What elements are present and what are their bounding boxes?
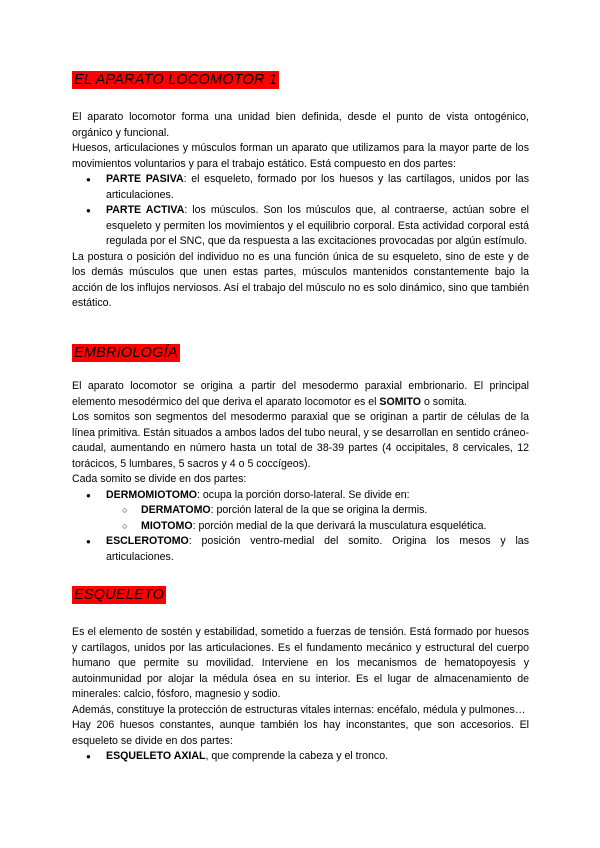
paragraph: Además, constituye la protección de estructuras vitales internas: encéfalo, médula y pulmones… <box>72 703 526 716</box>
bullet-list <box>72 749 529 765</box>
paragraph: Huesos, articulaciones y músculos forman un aparato que utilizamos para la mayor parte de los movimientos voluntarios y para el trabajo estático. Está compuesto en dos partes: <box>72 142 529 170</box>
list-item: ● PARTE ACTIVA: los músculos. Son los músculos que, al contraerse, actúan sobre el esqueleto y permiten los movimientos y el equilibrio corporal. Esta actividad corporal está regulada por el SNC, que da respuesta a las excitaciones provocadas por algún estímulo. <box>106 203 529 250</box>
list-item: ● ESQUELETO AXIAL, que comprende la cabeza y el tronco. <box>106 749 529 765</box>
list-item: ● DERMOMIOTOMO: ocupa la porción dorso-lateral. Se divide en: ○ DERMATOMO: porción lateral de la que se origina la dermis. ○ MIOTOMO: porción medial de la que derivará la musculatura esquelética. <box>106 488 529 535</box>
term-dermatomo: DERMATOMO <box>141 504 211 516</box>
term-parte-activa: PARTE ACTIVA <box>106 204 185 216</box>
heading-esqueleto: ESQUELETO <box>74 587 165 603</box>
term-miotomo: MIOTOMO <box>141 519 193 532</box>
sub-list-item: ○ DERMATOMO: porción lateral de la que se origina la dermis. <box>141 503 529 519</box>
heading-aparato-locomotor: EL APARATO LOCOMOTOR 1 <box>74 72 278 88</box>
term-dermomiotomo: DERMOMIOTOMO <box>106 488 198 501</box>
term-somito: SOMITO <box>379 395 421 408</box>
term-esclerotomo: ESCLEROTOMO <box>106 535 189 547</box>
paragraph: Cada somito se divide en dos partes: <box>72 473 247 485</box>
section-aparato-locomotor <box>72 110 529 312</box>
list-item: ● ESCLEROTOMO: posición ventro-medial del somito. Origina los mesos y las articulaciones. <box>106 534 529 565</box>
section-esqueleto <box>72 625 529 765</box>
paragraph: La postura o posición del individuo no es una función única de su esqueleto, sino de este y de los demás músculos que unen estas partes, músculos mantenidos constantemente bajo la acción de los influjos nerviosos. Así el trabajo del músculo no es solo dinámico, sino que también estático. <box>72 250 529 309</box>
sub-list-item: ○ MIOTOMO: porción medial de la que derivará la musculatura esquelética. <box>141 519 529 535</box>
term-esqueleto-axial: ESQUELETO AXIAL <box>106 750 206 762</box>
section-embriologia <box>72 379 529 565</box>
bullet-list <box>72 488 529 566</box>
term-parte-pasiva: PARTE PASIVA <box>106 173 184 185</box>
paragraph: Los somitos son segmentos del mesodermo paraxial que se originan a partir de células de la línea primitiva. Están situados a ambos lados del tubo neural, y se desarrollan en sentido cráneo-caudal, aumentando en número hasta un total de 38-39 partes (4 occipitales, 8 cervicales, 12 torácicos, 5 lumbares, 5 sacros y 4 o 5 coccígeos). <box>72 411 529 470</box>
sub-list <box>106 503 529 534</box>
paragraph: Hay 206 huesos constantes, aunque también los hay inconstantes, que son accesorios. El esqueleto se divide en dos partes: <box>72 719 529 747</box>
list-item: ● PARTE PASIVA: el esqueleto, formado por los huesos y las cartílagos, unidos por las articulaciones. <box>106 172 529 203</box>
bullet-list <box>72 172 529 250</box>
paragraph: Es el elemento de sostén y estabilidad, sometido a fuerzas de tensión. Está formado por huesos y cartílagos, unidos por las articulaciones. Es el fundamento mecánico y estructural del cuerpo humano que permite su movilidad. Interviene en los mecanismos de hematopoyesis y autoinmunidad por alojar la médula ósea en su interior. Es el lugar de almacenamiento de minerales: calcio, fósforo, magnesio y sodio. <box>72 626 529 700</box>
paragraph: El aparato locomotor forma una unidad bien definida, desde el punto de vista ontogénico, orgánico y funcional. <box>72 111 529 139</box>
heading-embriologia: EMBRIOLOGÍA <box>74 345 178 361</box>
paragraph: El aparato locomotor se origina a partir del mesodermo paraxial embrionario. El principal elemento mesodérmico del que deriva el aparato locomotor es el SOMITO o somita. <box>72 380 529 408</box>
